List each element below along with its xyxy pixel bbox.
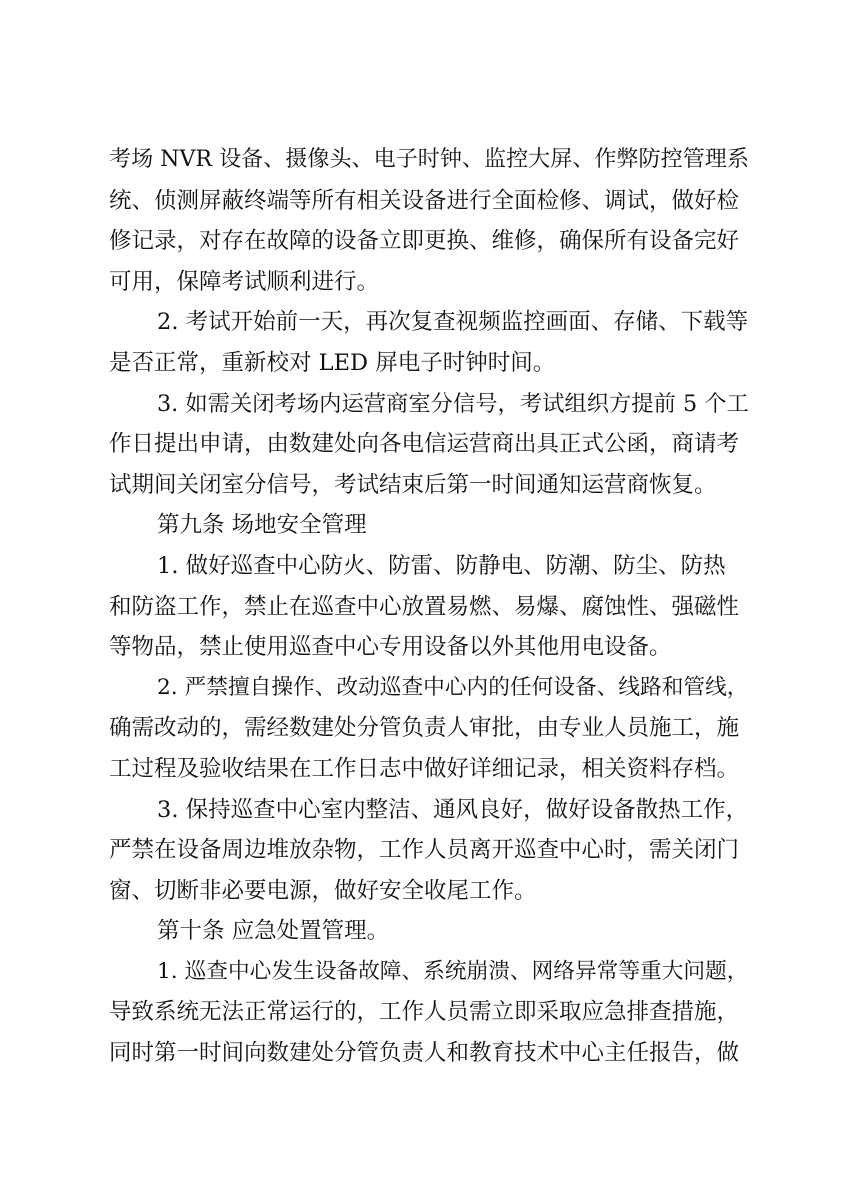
text-line: 工过程及验收结果在工作日志中做好详细记录，相关资料存档。 (109, 755, 740, 782)
text-line: 试期间关闭室分信号，考试结束后第一时间通知运营商恢复。 (109, 471, 717, 498)
text-line: 统、侦测屏蔽终端等所有相关设备进行全面检修、调试，做好检 (109, 187, 740, 214)
text-line: 窗、切断非必要电源，做好安全收尾工作。 (109, 877, 537, 904)
text-line: 是否正常，重新校对 LED 屏电子时钟时间。 (109, 349, 556, 376)
text-line: 确需改动的，需经数建处分管负责人审批，由专业人员施工，施 (109, 715, 740, 742)
text-line: 作日提出申请，由数建处向各电信运营商出具正式公函，商请考 (109, 431, 740, 458)
document-body (109, 140, 749, 1074)
text-line: 导致系统无法正常运行的，工作人员需立即采取应急排查措施， (109, 999, 740, 1026)
text-line: 和防盗工作，禁止在巡查中心放置易燃、易爆、腐蚀性、强磁性 (109, 593, 740, 620)
text-line: 修记录，对存在故障的设备立即更换、维修，确保所有设备完好 (109, 228, 740, 255)
section-heading: 第九条 场地安全管理 (157, 512, 367, 539)
text-line: 2. 严禁擅自操作、改动巡查中心内的任何设备、线路和管线， (157, 674, 749, 700)
text-line: 3. 如需关闭考场内运营商室分信号，考试组织方提前 5 个工 (157, 390, 749, 417)
text-line: 同时第一时间向数建处分管负责人和教育技术中心主任报告，做 (109, 1040, 740, 1067)
text-line: 严禁在设备周边堆放杂物，工作人员离开巡查中心时，需关闭门 (109, 837, 740, 864)
text-line: 1. 巡查中心发生设备故障、系统崩溃、网络异常等重大问题， (157, 958, 749, 984)
text-line: 等物品，禁止使用巡查中心专用设备以外其他用电设备。 (109, 634, 672, 661)
text-line: 1. 做好巡查中心防火、防雷、防静电、防潮、防尘、防热 (157, 552, 726, 579)
text-line: 可用，保障考试顺利进行。 (109, 268, 380, 295)
text-line: 2. 考试开始前一天，再次复查视频监控画面、存储、下载等 (157, 309, 749, 336)
section-heading: 第十条 应急处置管理。 (157, 918, 390, 945)
text-line: 3. 保持巡查中心室内整洁、通风良好，做好设备散热工作， (157, 796, 749, 823)
text-line: 考场 NVR 设备、摄像头、电子时钟、监控大屏、作弊防控管理系 (109, 147, 749, 172)
